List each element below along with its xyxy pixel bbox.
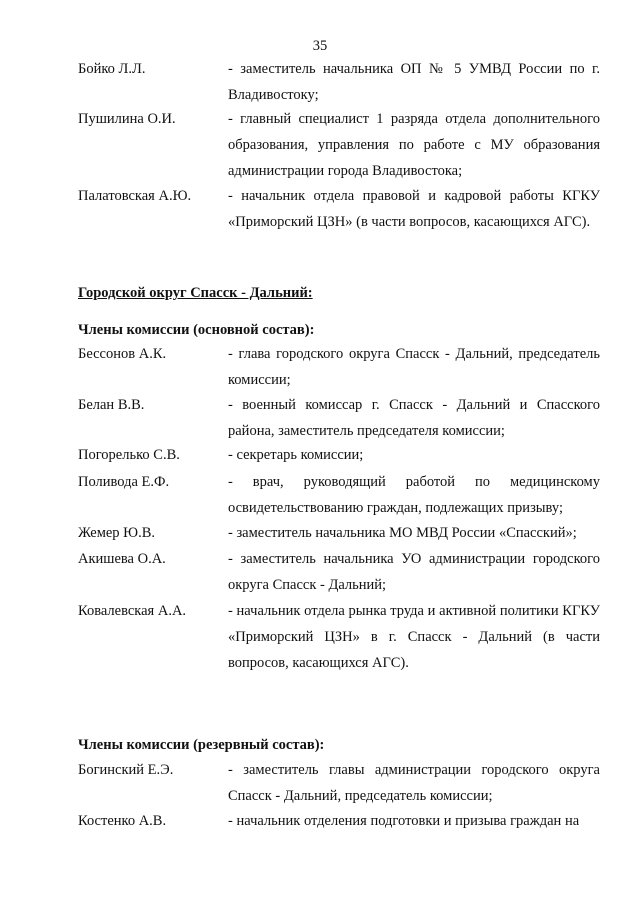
member-name: Жемер Ю.В. [78, 525, 156, 541]
member-description: - начальник отделения подготовки и призыва граждан на [228, 813, 580, 829]
reserve-composition-heading: Члены комиссии (резервный состав): [78, 737, 325, 753]
member-description: - глава городского округа Спасск - Дальний, председатель комиссии; [228, 346, 600, 388]
member-description: - заместитель начальника ОП № 5 УМВД России по г. Владивостоку; [228, 61, 600, 103]
member-name: Поливода Е.Ф. [78, 474, 170, 490]
member-name: Акишева О.А. [78, 551, 166, 567]
member-name: Бойко Л.Л. [78, 61, 146, 77]
member-description: - главный специалист 1 разряда отдела дополнительного образования, управления по работе с МУ образования администрации города Владивостока; [228, 111, 600, 179]
member-name: Богинский Е.Э. [78, 762, 174, 778]
member-name: Погорелько С.В. [78, 447, 180, 463]
member-description: - начальник отдела правовой и кадровой работы КГКУ «Приморский ЦЗН» (в части вопросов, касающихся АГС). [228, 188, 600, 230]
member-name: Костенко А.В. [78, 813, 167, 829]
member-row [78, 469, 600, 521]
member-description: - врач, руководящий работой по медицинскому освидетельствованию граждан, подлежащих призыву; [228, 474, 600, 516]
member-name: Пушилина О.И. [78, 111, 176, 127]
section-title: Городской округ Спасск - Дальний: [78, 285, 313, 301]
member-row [78, 520, 600, 546]
page-number: 35 [312, 38, 328, 54]
member-row [78, 56, 600, 108]
member-row [78, 546, 600, 598]
member-row [78, 598, 600, 676]
member-row [78, 183, 600, 235]
member-name: Ковалевская А.А. [78, 603, 187, 619]
member-name: Палатовская А.Ю. [78, 188, 192, 204]
member-row [78, 341, 600, 393]
member-name: Бессонов А.К. [78, 346, 167, 362]
member-name: Белан В.В. [78, 397, 145, 413]
member-description: - военный комиссар г. Спасск - Дальний и Спасского района, заместитель председателя комиссии; [228, 397, 600, 439]
member-row [78, 442, 600, 468]
member-description: - секретарь комиссии; [228, 447, 364, 463]
member-row [78, 392, 600, 444]
member-description: - заместитель начальника МО МВД России «Спасский»; [228, 525, 577, 541]
member-row [78, 757, 600, 809]
member-description: - начальник отдела рынка труда и активной политики КГКУ «Приморский ЦЗН» в г. Спасск - Дальний (в части вопросов, касающихся АГС). [228, 603, 600, 671]
member-description: - заместитель главы администрации городского округа Спасск - Дальний, председатель комиссии; [228, 762, 600, 804]
member-description: - заместитель начальника УО администрации городского округа Спасск - Дальний; [228, 551, 600, 593]
member-row [78, 106, 600, 184]
main-composition-heading: Члены комиссии (основной состав): [78, 322, 315, 338]
member-row [78, 808, 600, 834]
